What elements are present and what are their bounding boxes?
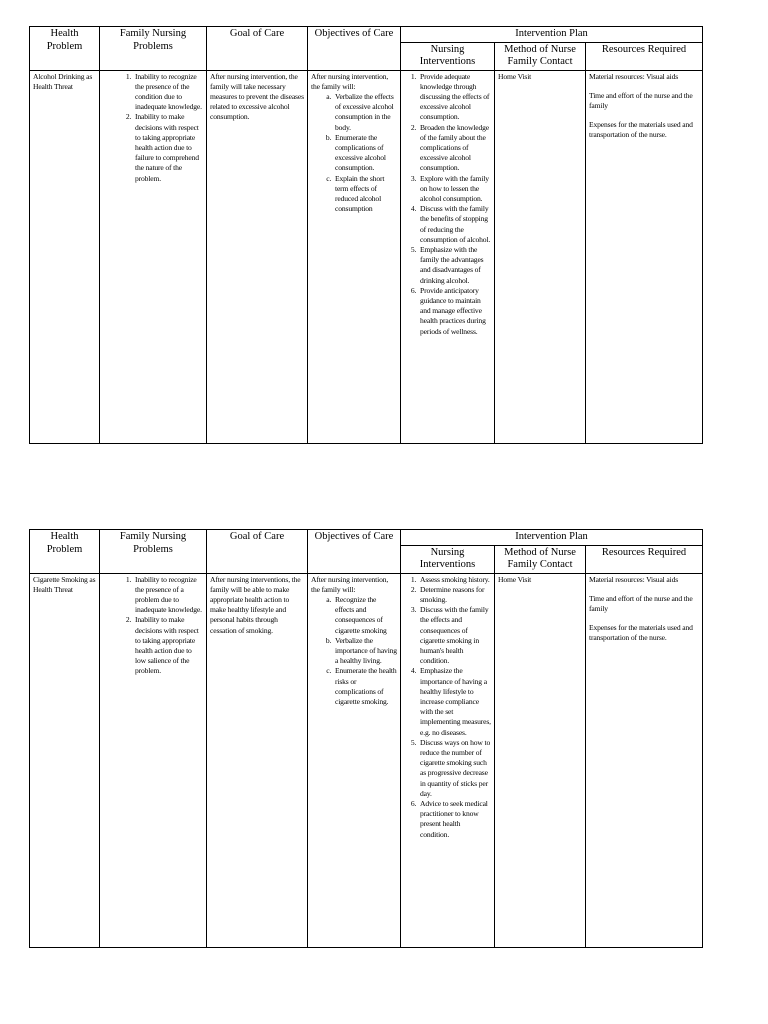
goal-of-care-cell: After nursing interventions, the family will be able to make appropriate health action to make healthy lifestyle and personal habits through cessation of smoking. (207, 573, 308, 947)
list-item: c. Enumerate the health risks or complications of cigarette smoking. (333, 666, 397, 707)
resources-material: Material resources: Visual aids (589, 574, 679, 584)
nursing-interventions-cell (401, 573, 495, 947)
list-item: a. Verbalize the effects of excessive alcohol consumption in the body. (333, 92, 397, 133)
list-item: 2. Determine reasons for smoking. (418, 585, 491, 605)
list-item: b. Enumerate the complications of excessive alcohol consumption. (333, 133, 397, 174)
list-item: 1. Inability to recognize the presence of the condition due to inadequate knowledge. (133, 72, 203, 113)
list-item: a. Recognize the effects and consequences of cigarette smoking (333, 595, 397, 636)
list-item: 2. Inability to make decisions with respect to taking appropriate health action due to failure to comprehend the nature of the problem. (133, 112, 203, 183)
resources-expenses: Expenses for the materials used and transportation of the nurse. (589, 623, 693, 643)
health-problem-cell: Cigarette Smoking as Health Threat (30, 573, 100, 947)
resources-time: Time and effort of the nurse and the family (589, 90, 693, 110)
objectives-cell (308, 573, 401, 947)
list-item: 1. Inability to recognize the presence of a problem due to inadequate knowledge. (133, 575, 203, 616)
header-objectives-of-care: Objectives of Care (308, 27, 401, 71)
list-item: 1. Assess smoking history. (418, 575, 491, 585)
list-item: 4. Discuss with the family the benefits of stopping of reducing the consumption of alcohol. (418, 204, 491, 245)
list-item: 3. Explore with the family on how to lessen the alcohol consumption. (418, 174, 491, 205)
list-item: 6. Advice to seek medical practitioner to know present health condition. (418, 799, 491, 840)
list-item: 5. Discuss ways on how to reduce the number of cigarette smoking such as progressive decrease in quantity of sticks per day. (418, 738, 491, 799)
list-item: 4. Emphasize the importance of having a healthy lifestyle to increase compliance with the set implementing measures, e.g. no diseases. (418, 666, 491, 737)
method-of-contact-cell: Home Visit (495, 573, 586, 947)
family-nursing-problems-cell (100, 70, 207, 443)
header-method-of-contact: Method of Nurse Family Contact (495, 42, 586, 70)
care-plan-table-smoking (29, 529, 703, 948)
family-nursing-problems-cell (100, 573, 207, 947)
resources-cell (586, 573, 703, 947)
header-health-problem: Health Problem (30, 27, 100, 71)
list-item: b. Verbalize the importance of having a healthy living. (333, 636, 397, 667)
list-item: 2. Inability to make decisions with respect to taking appropriate health action due to low salience of the problem. (133, 615, 203, 676)
list-item: c. Explain the short term effects of reduced alcohol consumption (333, 174, 397, 215)
header-family-nursing-problems: Family Nursing Problems (100, 27, 207, 71)
resources-cell (586, 70, 703, 443)
header-resources-required: Resources Required (586, 545, 703, 573)
nursing-interventions-cell (401, 70, 495, 443)
method-of-contact-cell: Home Visit (495, 70, 586, 443)
objectives-intro: After nursing intervention, the family will: (311, 71, 389, 91)
list-item: 5. Emphasize with the family the advantages and disadvantages of drinking alcohol. (418, 245, 491, 286)
header-nursing-interventions: Nursing Interventions (401, 42, 495, 70)
header-goal-of-care: Goal of Care (207, 27, 308, 71)
header-method-of-contact: Method of Nurse Family Contact (495, 545, 586, 573)
header-health-problem: Health Problem (30, 530, 100, 574)
resources-material: Material resources: Visual aids (589, 71, 679, 81)
objectives-cell (308, 70, 401, 443)
list-item: 3. Discuss with the family the effects and consequences of cigarette smoking in human's health condition. (418, 605, 491, 666)
resources-time: Time and effort of the nurse and the family (589, 593, 693, 613)
header-intervention-plan: Intervention Plan (401, 27, 703, 43)
care-plan-table-alcohol (29, 26, 703, 444)
objectives-intro: After nursing intervention, the family will: (311, 574, 389, 594)
goal-of-care-cell: After nursing intervention, the family will take necessary measures to prevent the diseases related to excessive alcohol consumption. (207, 70, 308, 443)
header-nursing-interventions: Nursing Interventions (401, 545, 495, 573)
list-item: 2. Broaden the knowledge of the family about the complications of excessive alcohol consumption. (418, 123, 491, 174)
list-item: 1. Provide adequate knowledge through discussing the effects of excessive alcohol consumption. (418, 72, 491, 123)
header-objectives-of-care: Objectives of Care (308, 530, 401, 574)
health-problem-cell: Alcohol Drinking as Health Threat (30, 70, 100, 443)
resources-expenses: Expenses for the materials used and transportation of the nurse. (589, 120, 693, 140)
header-family-nursing-problems: Family Nursing Problems (100, 530, 207, 574)
header-intervention-plan: Intervention Plan (401, 530, 703, 546)
header-resources-required: Resources Required (586, 42, 703, 70)
list-item: 6. Provide anticipatory guidance to maintain and manage effective health practices during periods of wellness. (418, 286, 491, 337)
header-goal-of-care: Goal of Care (207, 530, 308, 574)
